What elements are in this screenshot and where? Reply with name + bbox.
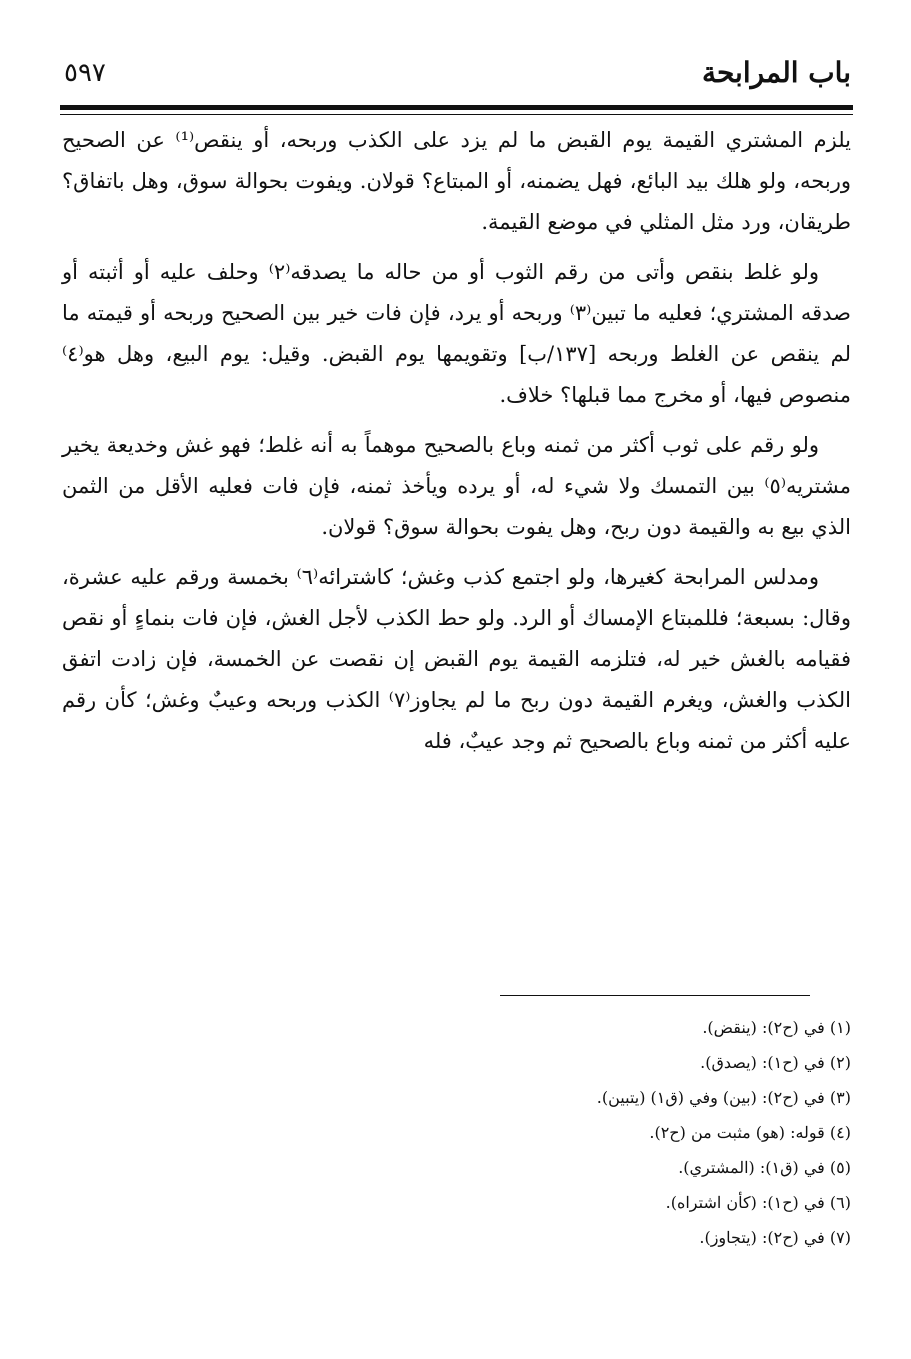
page-number: ٥٩٧ [64, 58, 106, 88]
footnote-item: (٤) قوله: (هو) مثبت من (ح٢). [649, 1123, 851, 1142]
running-head [60, 48, 851, 98]
footnote-item: (٢) في (ح١): (يصدق). [700, 1053, 851, 1072]
footnotes [151, 1010, 851, 1255]
paragraph: ومدلس المرابحة كغيرها، ولو اجتمع كذب وغش؛ كاشترائه⁽٦⁾ بخمسة ورقم عليه عشرة، وقال: بسبعة؛ فللمبتاع الإمساك أو الرد. ولو حط الكذب لأجل الغش، فإن فات بنماءٍ أو نقص فقيامه بالغش خير له، فتلزمه القيمة يوم القبض إن نقصت عن الخمسة، فإن زادت اتفق الكذب والغش، ويغرم القيمة دون ربح ما لم يجاوز⁽٧⁾ الكذب وربحه وعيبٌ وغش؛ كأن رقم عليه أكثر من ثمنه وباع بالصحيح ثم وجد عيبٌ، فله [62, 565, 851, 753]
paragraph: يلزم المشتري القيمة يوم القبض ما لم يزد على الكذب وربحه، أو ينقص⁽¹⁾ عن الصحيح وربحه، ولو هلك بيد البائع، فهل يضمنه، أو المبتاع؟ قولان. ويفوت بحوالة سوق، وهل باتفاق؟ طريقان، ورد مثل المثلي في موضع القيمة. [62, 128, 851, 234]
paragraph: ولو رقم على ثوب أكثر من ثمنه وباع بالصحيح موهماً به أنه غلط؛ فهو غش وخديعة يخير مشتريه⁽٥⁾ بين التمسك ولا شيء له، أو يرده ويأخذ ثمنه، فإن فات فعليه الأقل من الثمن الذي بيع به والقيمة دون ربح، وهل يفوت بحوالة سوق؟ قولان. [62, 433, 851, 539]
footnote-item: (٧) في (ح٢): (يتجاوز). [699, 1228, 851, 1247]
footnote-item: (٥) في (ق١): (المشتري). [678, 1158, 851, 1177]
header-rule-thick [60, 105, 853, 110]
chapter-title: باب المرابحة [701, 56, 851, 89]
footnote-item: (٦) في (ح١): (كأن اشتراه). [665, 1193, 851, 1212]
paragraph: ولو غلط بنقص وأتى من رقم الثوب أو من حاله ما يصدقه⁽٢⁾ وحلف عليه أو أثبته أو صدقه المشتري؛ فعليه ما تبين⁽٣⁾ وربحه أو يرد، فإن فات خير بين الصحيح وربحه أو قيمته ما لم ينقص عن الغلط وربحه [١٣٧/ب] وتقويمها يوم القبض. وقيل: يوم البيع، وهل هو⁽٤⁾ منصوص فيها، أو مخرج مما قبلها؟ خلاف. [62, 260, 851, 407]
footnote-separator [500, 995, 810, 996]
main-text [62, 120, 851, 771]
footnote-item: (١) في (ح٢): (ينقض). [702, 1018, 851, 1037]
footnote-item: (٣) في (ح٢): (بين) وفي (ق١) (يتبين). [596, 1088, 851, 1107]
header-rule-thin [60, 114, 853, 115]
